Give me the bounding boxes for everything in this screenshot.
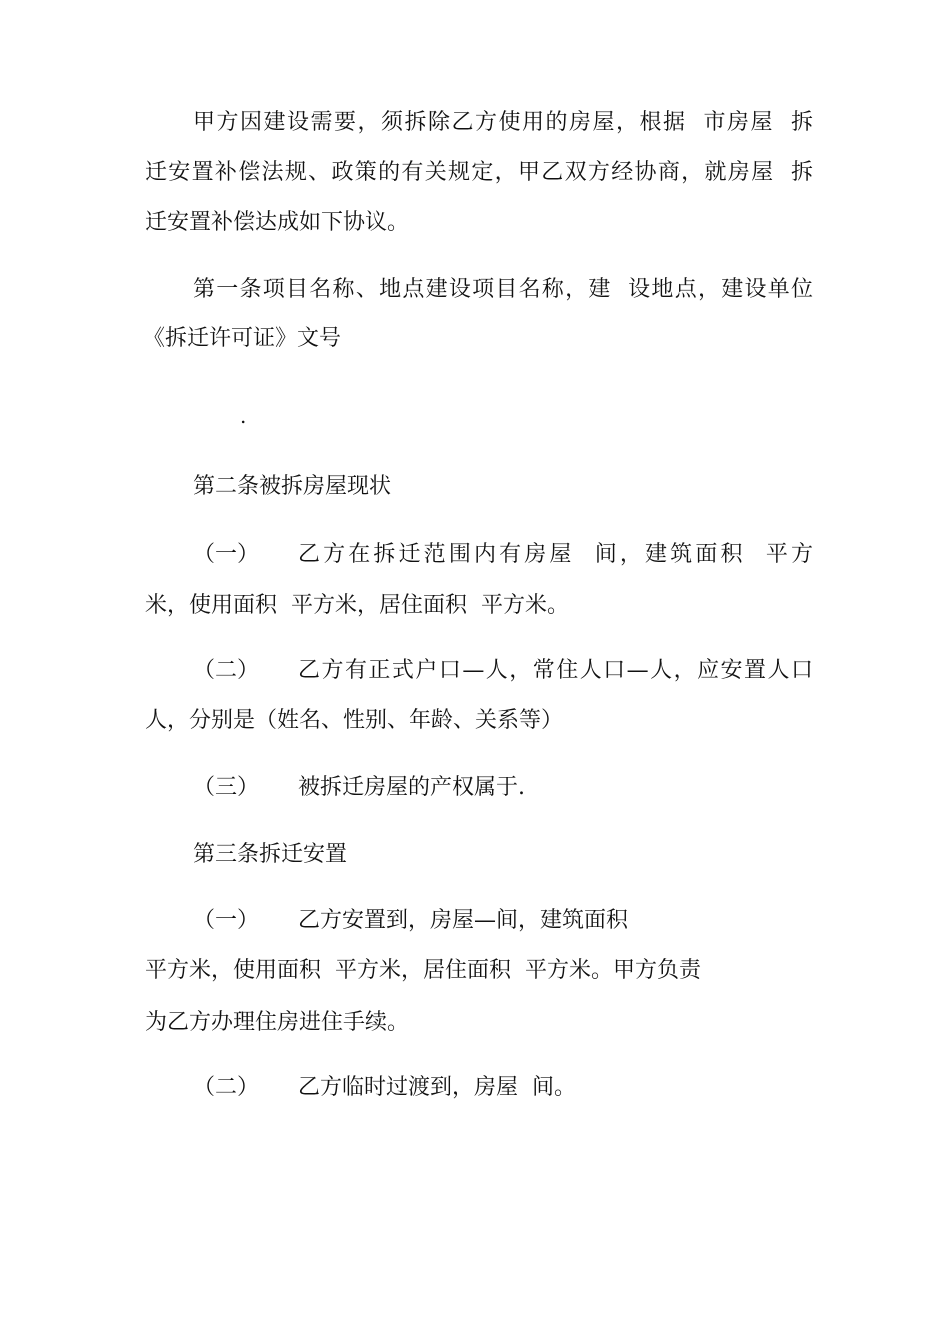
intro-line-2: 迁安置补偿法规、政策的有关规定，甲乙双方经协商，就房屋 拆: [145, 160, 813, 185]
article3-item1-line-2: 平方米，使用面积 平方米，居住面积 平方米。甲方负责: [145, 958, 701, 983]
article3-title: 第三条拆迁安置: [193, 842, 348, 867]
article2-item3-line-1: 被拆迁房屋的产权属于.: [298, 775, 525, 800]
article3-item2-line-1: 乙方临时过渡到，房屋 间。: [298, 1075, 576, 1100]
article3-item1-number: （一）: [193, 908, 260, 933]
article2-item2-number: （二）: [193, 658, 260, 683]
article3-item1-line-1: 乙方安置到，房屋—间，建筑面积: [298, 908, 629, 933]
intro-line-3: 迁安置补偿达成如下协议。: [145, 210, 410, 235]
article2-item3-number: （三）: [193, 775, 260, 800]
article2-item1-number: （一）: [193, 542, 260, 567]
article2-item1-line-1: 乙方在拆迁范围内有房屋 间，建筑面积 平方: [298, 542, 813, 567]
article2-item2-line-1: 乙方有正式户口—人，常住人口—人，应安置人口: [298, 658, 813, 683]
article1-line-1: 第一条项目名称、地点建设项目名称，建 设地点，建设单位: [193, 277, 813, 302]
article2-item2-line-2: 人，分别是（姓名、性别、年龄、关系等）: [145, 708, 564, 733]
article1-dot: .: [240, 404, 247, 428]
intro-line-1: 甲方因建设需要，须拆除乙方使用的房屋，根据 市房屋 拆: [193, 110, 813, 135]
article2-item1-line-2: 米，使用面积 平方米，居住面积 平方米。: [145, 593, 569, 618]
article3-item2-number: （二）: [193, 1075, 260, 1100]
article3-item1-line-3: 为乙方办理住房进住手续。: [145, 1010, 410, 1035]
article1-line-2: 《拆迁许可证》文号: [143, 326, 342, 351]
article2-title: 第二条被拆房屋现状: [193, 474, 392, 499]
